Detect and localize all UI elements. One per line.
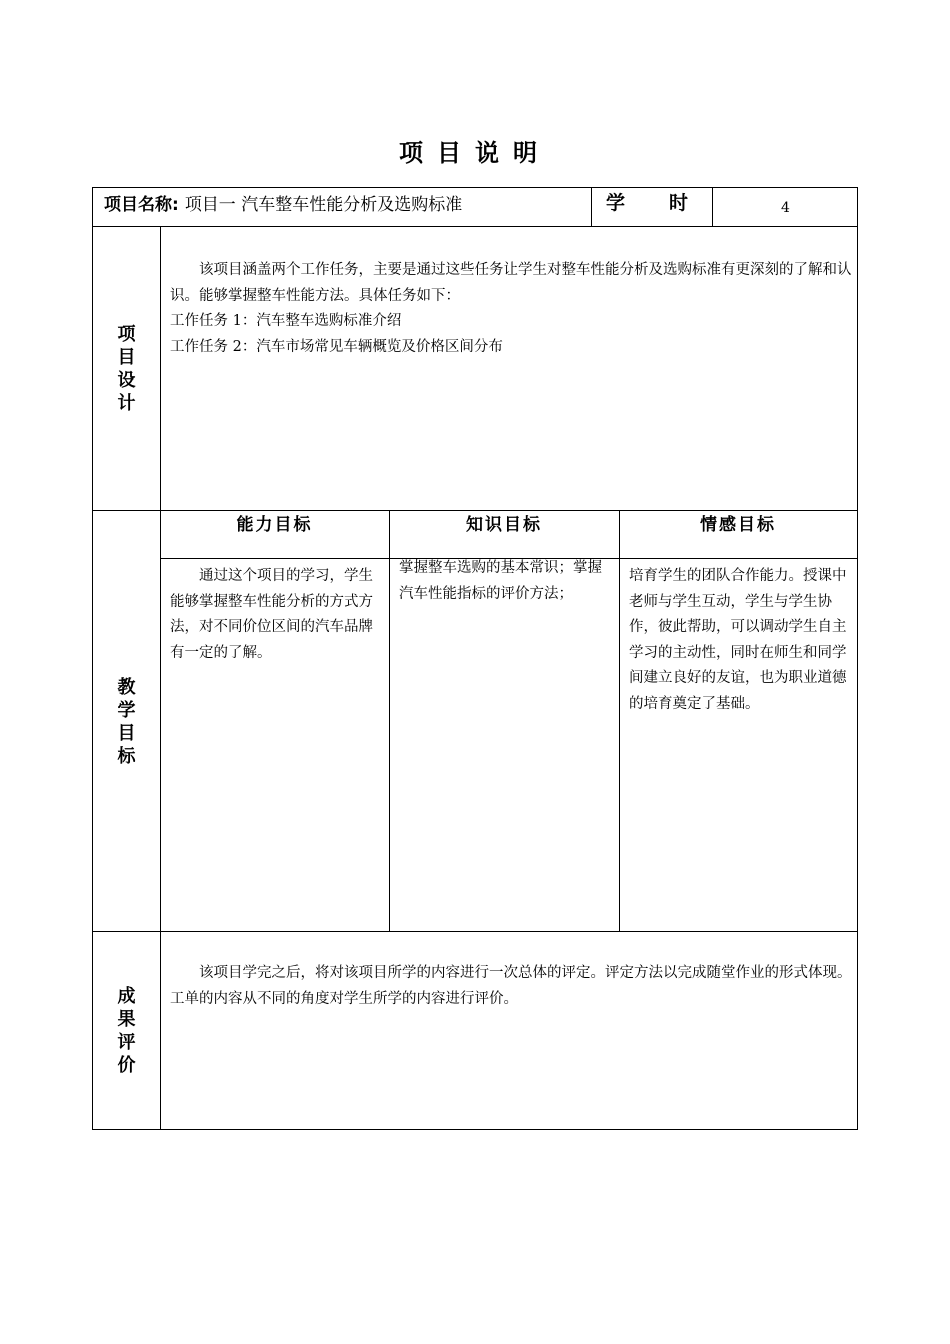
- design-task-1: 工作任务 1：汽车整车选购标准介绍: [170, 313, 402, 329]
- hours-label: 学时: [606, 192, 733, 214]
- project-name-value: 项目一 汽车整车性能分析及选购标准: [184, 195, 463, 215]
- evaluation-label: 成 果 评 价: [117, 986, 136, 1076]
- hours-value: 4: [781, 200, 790, 216]
- knowledge-text: 掌握整车选购的基本常识；掌握汽车性能指标的评价方法；: [399, 560, 602, 602]
- emotion-heading: 情感目标: [700, 515, 776, 535]
- design-intro: 该项目涵盖两个工作任务，主要是通过这些任务让学生对整车性能分析及选购标准有更深刻的了解和认识。能够掌握整车性能方法。具体任务如下：: [170, 262, 852, 304]
- project-name-row: [104, 190, 462, 220]
- row-divider-objectives: [93, 931, 857, 932]
- ability-heading: 能力目标: [236, 515, 313, 535]
- project-table: [92, 187, 858, 1130]
- design-content: [170, 258, 852, 360]
- page-title: 项目说明: [399, 139, 551, 167]
- evaluation-text: 该项目学完之后，将对该项目所学的内容进行一次总体的评定。评定方法以完成随堂作业的形式体现。工单的内容从不同的角度对学生所学的内容进行评价。: [170, 965, 852, 1007]
- design-task-2: 工作任务 2：汽车市场常见车辆概览及价格区间分布: [170, 338, 503, 355]
- objectives-label: 教 学 目 标: [117, 677, 136, 767]
- col-divider-knowledge: [619, 510, 620, 931]
- col-divider-labels: [160, 226, 161, 1129]
- col-divider-name: [591, 188, 592, 226]
- knowledge-heading: 知识目标: [466, 515, 542, 535]
- col-divider-ability: [389, 510, 390, 931]
- emotion-text: 培育学生的团队合作能力。授课中老师与学生互动，学生与学生协作，彼此帮助，可以调动学生自主学习的主动性，同时在师生和同学间建立良好的友谊，也为职业道德的培育奠定了基础。: [629, 568, 847, 712]
- design-label: 项 目 设 计: [117, 324, 136, 414]
- project-name-label: 项目名称:: [104, 195, 179, 215]
- row-divider-header: [93, 226, 857, 227]
- ability-text: 通过这个项目的学习，学生能够掌握整车性能分析的方式方法，对不同价位区间的汽车品牌有一定的了解。: [170, 568, 373, 661]
